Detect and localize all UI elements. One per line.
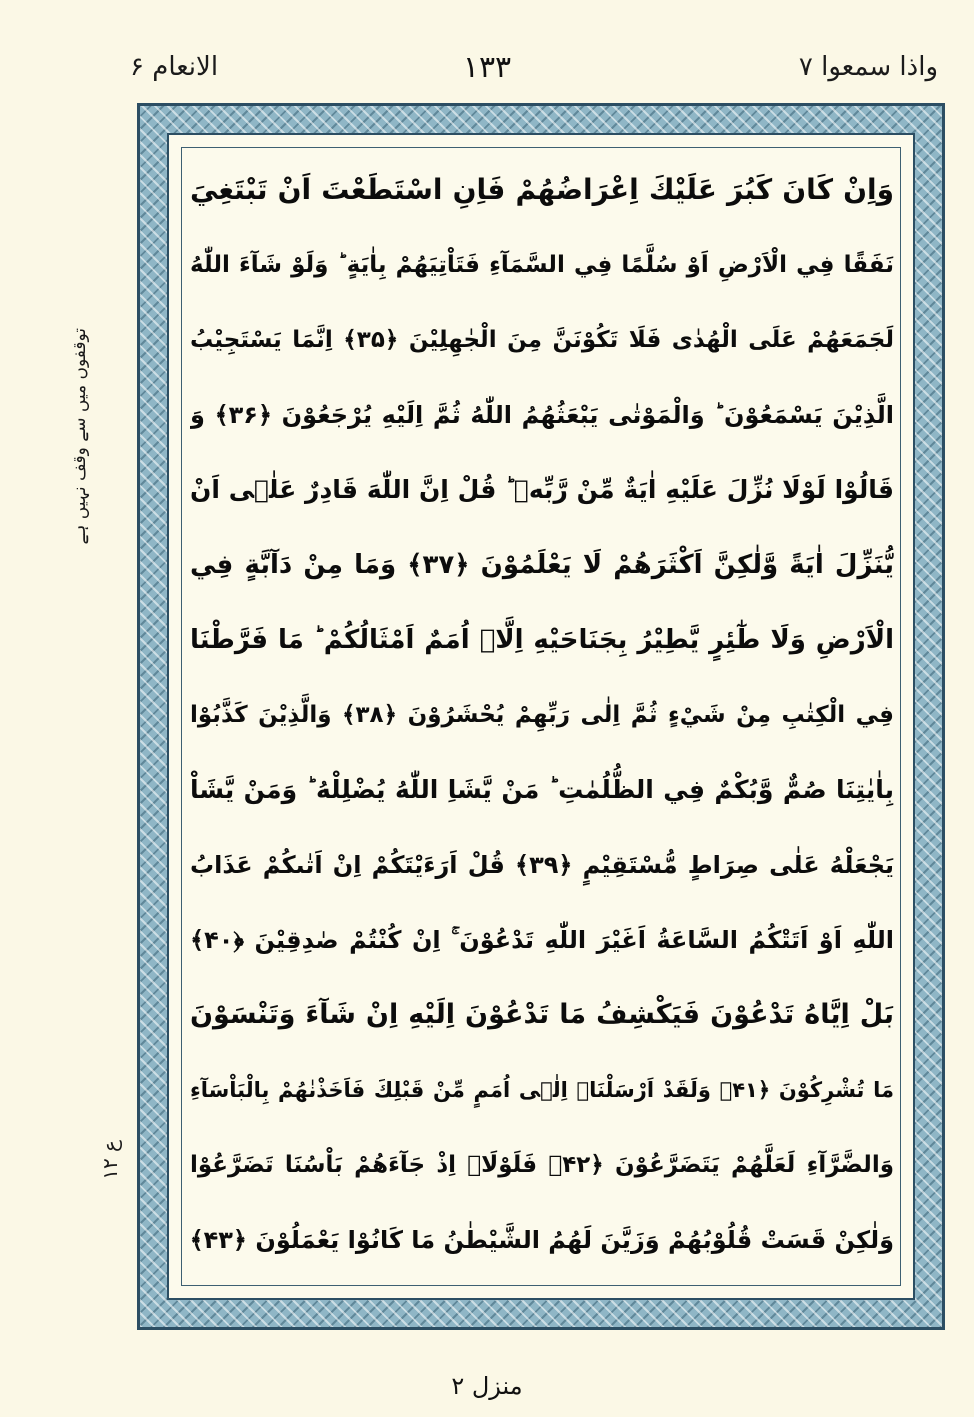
verse-line: فِي الْكِتٰبِ مِنْ شَيْءٍ ثُمَّ اِلٰى رَبِّهِمْ يُحْشَرُوْنَ ﴿۳۸﴾ وَالَّذِيْنَ كَذَّبُوْا [190,702,894,728]
verse-line: اللّٰهِ اَوْ اَتَتْكُمُ السَّاعَةُ اَغَيْرَ اللّٰهِ تَدْعُوْنَ ۚ اِنْ كُنْتُمْ صٰدِقِيْنَ ﴿۴۰﴾ [190,926,894,954]
margin-note: توقفوں میں سے وقف نہیں ہے [70,328,90,545]
text-panel [181,147,901,1286]
page-number: ۱۳۳ [462,50,512,85]
verse-line: وَالضَّرَّآءِ لَعَلَّهُمْ يَتَضَرَّعُوْنَ ﴿۴۲﴾ فَلَوْلَاۤ اِذْ جَآءَهُمْ بَاْسُنَا تَضَرَّعُوْا [190,1152,894,1178]
verse-line: وَلٰكِنْ قَسَتْ قُلُوْبُهُمْ وَزَيَّنَ لَهُمُ الشَّيْطٰنُ مَا كَانُوْا يَعْمَلُوْنَ ﴿۴۳﴾ [190,1226,894,1254]
verse-line: قَالُوْا لَوْلَا نُزِّلَ عَلَيْهِ اٰيَةٌ مِّنْ رَّبِّهٖ ؕ قُلْ اِنَّ اللّٰهَ قَادِرٌ عَلٰۤى اَنْ [190,475,894,504]
surah-name: الانعام ۶ [130,52,219,82]
verse-line: بَلْ اِيَّاهُ تَدْعُوْنَ فَيَكْشِفُ مَا تَدْعُوْنَ اِلَيْهِ اِنْ شَآءَ وَتَنْسَوْنَ [190,999,894,1030]
para-name: واذا سمعوا ۷ [798,52,938,82]
verse-line: وَاِنْ كَانَ كَبُرَ عَلَيْكَ اِعْرَاضُهُمْ فَاِنِ اسْتَطَعْتَ اَنْ تَبْتَغِيَ [190,173,894,206]
verse-line: بِاٰيٰتِنَا صُمٌّ وَّبُكْمٌ فِي الظُّلُمٰتِ ؕ مَنْ يَّشَاِ اللّٰهُ يُضْلِلْهُ ؕ وَمَنْ يَّشَاْ [190,775,894,804]
verse-line: الَّذِيْنَ يَسْمَعُوْنَ ؕ وَالْمَوْتٰى يَبْعَثُهُمُ اللّٰهُ ثُمَّ اِلَيْهِ يُرْجَعُوْنَ ﴿۳۶﴾ وَ [190,401,894,429]
verse-line: يَجْعَلْهُ عَلٰى صِرَاطٍ مُّسْتَقِيْمٍ ﴿۳۹﴾ قُلْ اَرَءَيْتَكُمْ اِنْ اَتٰىكُمْ عَذَابُ [190,851,894,879]
verse-line: الْاَرْضِ وَلَا طٰٓئِرٍ يَّطِيْرُ بِجَنَاحَيْهِ اِلَّاۤ اُمَمٌ اَمْثَالُكُمْ ؕ مَا فَرَّطْنَا [190,625,894,655]
ruku-marker: ع ۱۲ [98,1140,122,1180]
verse-line: لَجَمَعَهُمْ عَلَى الْهُدٰى فَلَا تَكُوْنَنَّ مِنَ الْجٰهِلِيْنَ ﴿۳۵﴾ اِنَّمَا يَسْتَجِيْبُ [190,327,894,353]
verse-line: يُّنَزِّلَ اٰيَةً وَّلٰكِنَّ اَكْثَرَهُمْ لَا يَعْلَمُوْنَ ﴿۳۷﴾ وَمَا مِنْ دَآبَّةٍ فِي [190,550,894,580]
verse-line: نَفَقًا فِي الْاَرْضِ اَوْ سُلَّمًا فِي السَّمَآءِ فَتَاْتِيَهُمْ بِاٰيَةٍ ؕ وَلَوْ شَآءَ اللّٰهُ [190,252,894,278]
manzil-footer: منزل ۲ [451,1372,523,1400]
verse-line: مَا تُشْرِكُوْنَ ﴿۴۱﴾ وَلَقَدْ اَرْسَلْنَاۤ اِلٰۤى اُمَمٍ مِّنْ قَبْلِكَ فَاَخَذْنٰهُمْ بِالْبَاْسَآءِ [190,1078,894,1102]
